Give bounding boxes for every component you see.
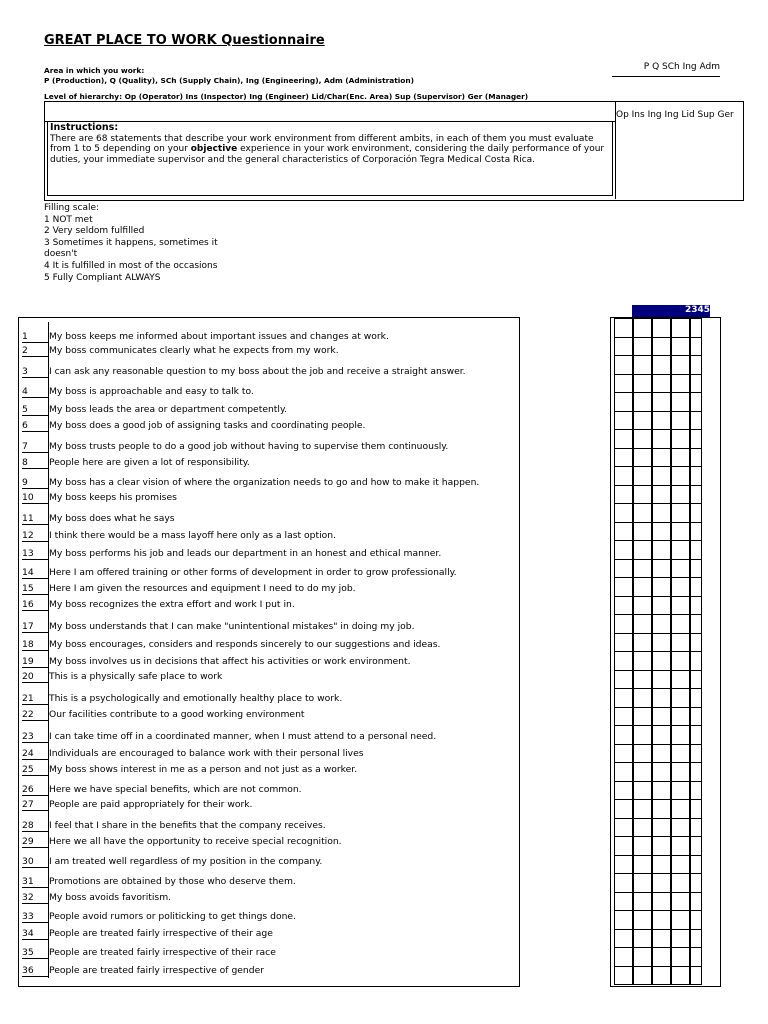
question-number: 11 (22, 513, 48, 525)
answer-cell[interactable] (632, 966, 653, 986)
answer-cell[interactable] (670, 429, 691, 449)
answer-cell[interactable] (614, 318, 634, 338)
answer-cell[interactable] (689, 596, 702, 616)
answer-cell[interactable] (670, 355, 691, 375)
question-number: 19 (22, 656, 48, 668)
question-number: 26 (22, 784, 48, 796)
answer-cell[interactable] (670, 614, 691, 634)
answer-cell[interactable] (651, 725, 672, 745)
answer-cell[interactable] (614, 966, 634, 986)
answer-cell[interactable] (670, 448, 691, 468)
answer-cell[interactable] (632, 448, 653, 468)
answer-cell[interactable] (614, 503, 634, 523)
question-text: I think there would be a mass layoff here only as a last option. (49, 530, 337, 541)
answer-cell[interactable] (670, 485, 691, 505)
answer-cell[interactable] (689, 318, 702, 338)
answer-cell[interactable] (614, 707, 634, 727)
filling-scale (44, 203, 244, 284)
answer-cell[interactable] (614, 337, 634, 357)
answer-cell[interactable] (689, 411, 702, 431)
answer-cell[interactable] (689, 688, 702, 708)
answer-cell[interactable] (614, 355, 634, 375)
answer-cell[interactable] (614, 799, 634, 819)
answer-cell[interactable] (689, 337, 702, 357)
question-text: I am treated well regardless of my position in the company. (49, 856, 323, 867)
answer-cell[interactable] (614, 429, 634, 449)
question-text: Here we all have the opportunity to receive special recognition. (49, 836, 342, 847)
question-number: 7 (22, 441, 48, 453)
answer-cell[interactable] (651, 318, 672, 338)
answer-cell[interactable] (632, 614, 653, 634)
answer-cell[interactable] (632, 892, 653, 912)
answer-cell[interactable] (670, 559, 691, 579)
answer-cell[interactable] (632, 355, 653, 375)
answer-cell[interactable] (689, 540, 702, 560)
answer-cell[interactable] (689, 448, 702, 468)
question-number: 36 (22, 965, 48, 977)
answer-cell[interactable] (632, 540, 653, 560)
answer-cell[interactable] (670, 392, 691, 412)
question-text: People are treated fairly irrespective of their age (49, 928, 273, 939)
answer-cell[interactable] (614, 781, 634, 801)
answer-cell[interactable] (632, 855, 653, 875)
answer-cell[interactable] (651, 873, 672, 893)
area-label: Area in which you work: (44, 66, 145, 75)
question-text: People are treated fairly irrespective of gender (49, 965, 265, 976)
answer-cell[interactable] (632, 836, 653, 856)
question-number: 16 (22, 599, 48, 611)
answer-cell[interactable] (670, 374, 691, 394)
answer-cell[interactable] (632, 522, 653, 542)
question-text: People here are given a lot of responsibility. (49, 457, 250, 468)
answer-cell[interactable] (689, 559, 702, 579)
answer-cell[interactable] (614, 448, 634, 468)
question-text: My boss encourages, considers and responds sincerely to our suggestions and ideas. (49, 639, 441, 650)
answer-cell[interactable] (670, 688, 691, 708)
answer-cell[interactable] (651, 540, 672, 560)
answer-cell[interactable] (651, 781, 672, 801)
answer-cell[interactable] (632, 596, 653, 616)
answer-cell[interactable] (614, 744, 634, 764)
question-text: My boss understands that I can make "unintentional mistakes" in doing my job. (49, 621, 415, 632)
answer-cell[interactable] (670, 744, 691, 764)
answer-cell[interactable] (651, 577, 672, 597)
answer-cell[interactable] (632, 947, 653, 967)
answer-cell[interactable] (689, 429, 702, 449)
answer-cell[interactable] (651, 910, 672, 930)
answer-cell[interactable] (670, 411, 691, 431)
answer-cell[interactable] (689, 855, 702, 875)
answer-cell[interactable] (670, 781, 691, 801)
answer-cell[interactable] (651, 818, 672, 838)
instructions-panel (47, 121, 613, 196)
question-number: 14 (22, 567, 48, 579)
question-text: I can ask any reasonable question to my boss about the job and receive a straight answer. (49, 366, 466, 377)
question-number: 27 (22, 799, 48, 811)
answer-cell[interactable] (614, 855, 634, 875)
answer-cell[interactable] (651, 799, 672, 819)
answer-cell[interactable] (689, 614, 702, 634)
answer-cell[interactable] (689, 836, 702, 856)
answer-cell[interactable] (632, 411, 653, 431)
question-text: I feel that I share in the benefits that the company receives. (49, 820, 326, 831)
question-number: 9 (22, 477, 48, 489)
answer-cell[interactable] (689, 781, 702, 801)
answer-cell[interactable] (614, 540, 634, 560)
question-text: My boss shows interest in me as a person and not just as a worker. (49, 764, 358, 775)
answer-cell[interactable] (614, 762, 634, 782)
answer-cell[interactable] (614, 466, 634, 486)
answer-cell[interactable] (651, 596, 672, 616)
question-text: Here I am offered training or other forms of development in order to grow professionally. (49, 567, 457, 578)
answer-cell[interactable] (614, 910, 634, 930)
answer-cell[interactable] (632, 799, 653, 819)
question-text: My boss has a clear vision of where the organization needs to go and how to make it happen. (49, 477, 480, 488)
page-title: GREAT PLACE TO WORK Questionnaire (44, 33, 325, 48)
question-text: My boss does what he says (49, 513, 175, 524)
answer-cell[interactable] (632, 707, 653, 727)
question-text: Our facilities contribute to a good working environment (49, 709, 305, 720)
answer-cell[interactable] (689, 707, 702, 727)
answer-cell[interactable] (651, 855, 672, 875)
answer-cell[interactable] (632, 725, 653, 745)
answer-cell[interactable] (689, 762, 702, 782)
scale-item: 5 Fully Compliant ALWAYS (44, 272, 161, 283)
question-number: 13 (22, 548, 48, 560)
question-text: My boss keeps his promises (49, 492, 177, 503)
answer-cell[interactable] (670, 651, 691, 671)
answer-cell[interactable] (651, 651, 672, 671)
question-text: My boss avoids favoritism. (49, 892, 172, 903)
answer-cell[interactable] (614, 836, 634, 856)
answer-cell[interactable] (632, 688, 653, 708)
answer-cell[interactable] (689, 651, 702, 671)
answer-cell[interactable] (651, 466, 672, 486)
question-text: Here we have special benefits, which are not common. (49, 784, 302, 795)
question-number: 1 (22, 331, 48, 343)
answer-cell[interactable] (614, 725, 634, 745)
answer-cell[interactable] (632, 577, 653, 597)
answer-cell[interactable] (614, 411, 634, 431)
answer-cell[interactable] (632, 503, 653, 523)
answer-cell[interactable] (689, 892, 702, 912)
answer-cell[interactable] (689, 799, 702, 819)
answer-cell[interactable] (689, 744, 702, 764)
instructions-text-2: experience in your work environment, considering the daily performance of your duties, your immediate supervisor and the general characteristics of Corporación Tegra Medical Costa Rica. (50, 144, 605, 165)
answer-cell[interactable] (689, 503, 702, 523)
question-number: 24 (22, 748, 48, 760)
answer-cell[interactable] (651, 892, 672, 912)
answer-cell[interactable] (689, 633, 702, 653)
question-number: 20 (22, 671, 48, 683)
scale-item: 1 NOT met (44, 214, 93, 225)
answer-cell[interactable] (670, 836, 691, 856)
answer-cell[interactable] (651, 670, 672, 690)
answer-cell[interactable] (632, 929, 653, 949)
question-text: Individuals are encouraged to balance work with their personal lives (49, 748, 364, 759)
answer-cell[interactable] (651, 966, 672, 986)
answer-cell[interactable] (651, 485, 672, 505)
answer-cell[interactable] (651, 744, 672, 764)
question-text: Promotions are obtained by those who deserve them. (49, 876, 296, 887)
question-number: 5 (22, 404, 48, 416)
answer-cell[interactable] (689, 947, 702, 967)
question-text: My boss trusts people to do a good job without having to supervise them continuously. (49, 441, 449, 452)
answer-cell[interactable] (632, 910, 653, 930)
answer-cell[interactable] (689, 910, 702, 930)
answer-cell[interactable] (614, 818, 634, 838)
answer-cell[interactable] (651, 633, 672, 653)
answer-cell[interactable] (651, 707, 672, 727)
answer-cell[interactable] (651, 429, 672, 449)
answer-cell[interactable] (632, 429, 653, 449)
answer-cell[interactable] (670, 318, 691, 338)
answer-cell[interactable] (614, 873, 634, 893)
scale-heading: Filling scale: (44, 203, 100, 213)
question-text: My boss keeps me informed about important issues and changes at work. (49, 331, 389, 342)
answer-cell[interactable] (632, 873, 653, 893)
answer-cell[interactable] (651, 688, 672, 708)
answer-cell[interactable] (651, 448, 672, 468)
answer-cell[interactable] (632, 374, 653, 394)
answer-cell[interactable] (670, 540, 691, 560)
question-number: 8 (22, 457, 48, 469)
answer-cell[interactable] (614, 374, 634, 394)
hierarchy-label: Level of hierarchy: Op (Operator) Ins (Inspector) Ing (Engineer) Lid/Char(Enc. Area) Sup (Supervisor) Ger (Manager) (44, 92, 529, 101)
answer-cell[interactable] (614, 522, 634, 542)
answer-cell[interactable] (689, 392, 702, 412)
question-number: 17 (22, 621, 48, 633)
instructions-text-1: There are 68 statements that describe your work environment from different ambits, in each of them you must evaluate from 1 to 5 depending on your (50, 133, 594, 155)
answer-cell[interactable] (670, 522, 691, 542)
answer-cell[interactable] (651, 762, 672, 782)
question-text: People are treated fairly irrespective of their race (49, 947, 276, 958)
question-number: 28 (22, 820, 48, 832)
answer-cell[interactable] (614, 485, 634, 505)
question-text: My boss is approachable and easy to talk to. (49, 386, 254, 397)
answer-cell[interactable] (651, 355, 672, 375)
answer-cell[interactable] (651, 337, 672, 357)
answer-cell[interactable] (689, 873, 702, 893)
answer-cell[interactable] (614, 929, 634, 949)
answer-cell[interactable] (689, 485, 702, 505)
area-legend: P (Production), Q (Quality), SCh (Supply Chain), Ing (Engineering), Adm (Administration) (44, 76, 415, 85)
answer-cell[interactable] (651, 522, 672, 542)
scale-item: 3 Sometimes it happens, sometimes it doesn't (44, 237, 218, 260)
answer-cell[interactable] (689, 929, 702, 949)
answer-cell[interactable] (670, 892, 691, 912)
answer-cell[interactable] (670, 799, 691, 819)
answer-cell[interactable] (651, 836, 672, 856)
answer-cell[interactable] (689, 355, 702, 375)
answer-cell[interactable] (670, 818, 691, 838)
question-number: 23 (22, 731, 48, 743)
answer-cell[interactable] (614, 688, 634, 708)
answer-cell[interactable] (670, 910, 691, 930)
answer-cell[interactable] (651, 411, 672, 431)
question-number: 10 (22, 492, 48, 504)
answer-cell[interactable] (670, 947, 691, 967)
answer-cell[interactable] (632, 485, 653, 505)
question-text: My boss does a good job of assigning tasks and coordinating people. (49, 420, 366, 431)
question-number: 32 (22, 892, 48, 904)
answer-cell[interactable] (614, 651, 634, 671)
answer-cell[interactable] (670, 725, 691, 745)
question-text: My boss communicates clearly what he expects from my work. (49, 345, 339, 356)
answer-cell[interactable] (689, 374, 702, 394)
question-number: 12 (22, 530, 48, 542)
question-text: This is a physically safe place to work (49, 671, 223, 682)
question-number: 31 (22, 876, 48, 888)
answer-cell[interactable] (651, 614, 672, 634)
question-text: Here I am given the resources and equipment I need to do my job. (49, 583, 356, 594)
answer-cell[interactable] (632, 744, 653, 764)
question-number: 18 (22, 639, 48, 651)
answer-cell[interactable] (670, 633, 691, 653)
scale-item: 4 It is fulfilled in most of the occasions (44, 260, 218, 271)
hierarchy-options-field[interactable]: Op Ins Ing Ing Lid Sup Ger (616, 110, 734, 120)
answer-cell[interactable] (651, 374, 672, 394)
answer-cell[interactable] (651, 503, 672, 523)
question-number: 33 (22, 911, 48, 923)
answer-cell[interactable] (651, 559, 672, 579)
question-text: I can take time off in a coordinated manner, when I must attend to a personal need. (49, 731, 437, 742)
answer-cell[interactable] (670, 873, 691, 893)
answer-cell[interactable] (670, 337, 691, 357)
answer-cell[interactable] (670, 762, 691, 782)
answer-cell[interactable] (670, 855, 691, 875)
answer-cell[interactable] (670, 577, 691, 597)
answer-cell[interactable] (614, 577, 634, 597)
answer-cell[interactable] (614, 633, 634, 653)
answer-cell[interactable] (670, 503, 691, 523)
question-number: 15 (22, 583, 48, 595)
question-number: 4 (22, 386, 48, 398)
question-number: 34 (22, 928, 48, 940)
answer-cell[interactable] (651, 392, 672, 412)
answer-cell[interactable] (689, 577, 702, 597)
question-number: 35 (22, 947, 48, 959)
answer-grid-header: 2345 (632, 305, 710, 317)
question-text: My boss leads the area or department competently. (49, 404, 287, 415)
answer-cell[interactable] (670, 929, 691, 949)
instructions-emphasis: objective (190, 144, 238, 155)
question-number: 30 (22, 856, 48, 868)
answer-cell[interactable] (689, 522, 702, 542)
answer-cell[interactable] (632, 318, 653, 338)
question-number: 22 (22, 709, 48, 721)
answer-cell[interactable] (632, 781, 653, 801)
answer-cell[interactable] (632, 392, 653, 412)
answer-cell[interactable] (614, 559, 634, 579)
answer-cell[interactable] (689, 818, 702, 838)
question-text: My boss recognizes the extra effort and work I put in. (49, 599, 295, 610)
answer-cell[interactable] (632, 559, 653, 579)
question-number: 6 (22, 420, 48, 432)
answer-cell[interactable] (670, 966, 691, 986)
answer-cell[interactable] (614, 892, 634, 912)
area-options-field[interactable]: P Q SCh Ing Adm (612, 62, 720, 77)
answer-cell[interactable] (651, 947, 672, 967)
question-number: 29 (22, 836, 48, 848)
answer-cell[interactable] (670, 707, 691, 727)
question-number: 2 (22, 345, 48, 357)
question-text: People are paid appropriately for their work. (49, 799, 253, 810)
scale-item: 2 Very seldom fulfilled (44, 226, 145, 237)
answer-cell[interactable] (689, 725, 702, 745)
answer-cell[interactable] (689, 966, 702, 986)
question-number: 3 (22, 366, 48, 378)
answer-cell[interactable] (614, 614, 634, 634)
answer-cell[interactable] (670, 596, 691, 616)
question-text: This is a psychologically and emotionally healthy place to work. (49, 693, 343, 704)
answer-cell[interactable] (632, 651, 653, 671)
answer-cell[interactable] (689, 670, 702, 690)
answer-cell[interactable] (651, 929, 672, 949)
question-number: 21 (22, 693, 48, 705)
question-text: People avoid rumors or politicking to get things done. (49, 911, 296, 922)
question-number: 25 (22, 764, 48, 776)
answer-cell[interactable] (632, 818, 653, 838)
question-text: My boss involves us in decisions that affect his activities or work environment. (49, 656, 411, 667)
answer-cell[interactable] (614, 596, 634, 616)
answer-cell[interactable] (632, 466, 653, 486)
answer-cell[interactable] (632, 762, 653, 782)
answer-cell[interactable] (632, 633, 653, 653)
answer-cell[interactable] (614, 392, 634, 412)
answer-cell[interactable] (632, 337, 653, 357)
answer-cell[interactable] (689, 466, 702, 486)
answer-cell[interactable] (632, 670, 653, 690)
answer-cell[interactable] (670, 466, 691, 486)
answer-cell[interactable] (670, 670, 691, 690)
answer-cell[interactable] (614, 670, 634, 690)
instructions-heading: Instructions: (50, 122, 119, 133)
answer-cell[interactable] (614, 947, 634, 967)
question-text: My boss performs his job and leads our department in an honest and ethical manner. (49, 548, 442, 559)
